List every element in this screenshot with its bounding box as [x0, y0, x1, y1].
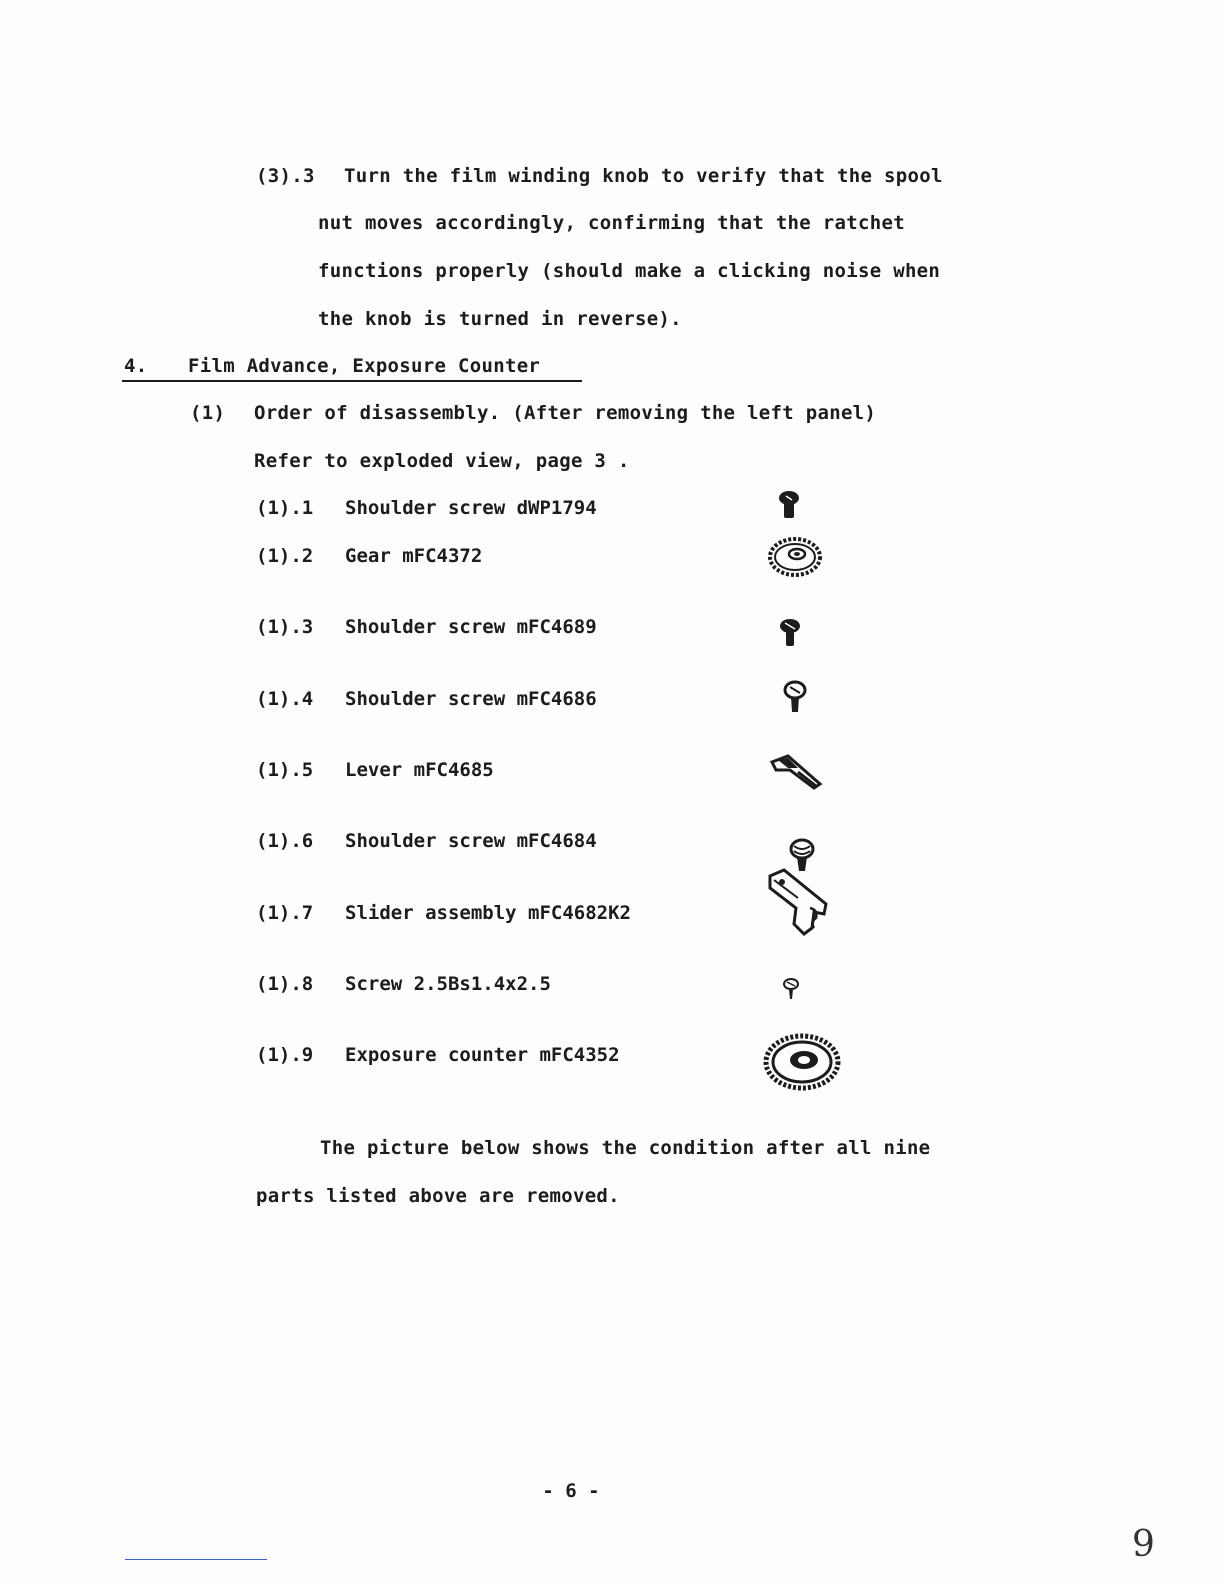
note-line-2: parts listed above are removed. [256, 1185, 620, 1207]
section-title: Film Advance, Exposure Counter [188, 355, 541, 377]
part-description: Screw 2.5Bs1.4x2.5 [345, 973, 551, 995]
step-text-line-4: the knob is turned in reverse). [318, 308, 682, 330]
part-number: (1).2 [256, 545, 314, 567]
part-description: Shoulder screw dWP1794 [345, 497, 597, 519]
part-number: (1).9 [256, 1044, 314, 1066]
part-description: Shoulder screw mFC4684 [345, 830, 597, 852]
part-number: (1).3 [256, 616, 314, 638]
subsection-line-2: Refer to exploded view, page 3 . [254, 450, 630, 472]
shoulder-screw-icon [778, 617, 802, 649]
part-number: (1).6 [256, 830, 314, 852]
step-number: (3).3 [256, 165, 315, 187]
section-number: 4. [124, 355, 148, 377]
part-description: Shoulder screw mFC4689 [345, 616, 597, 638]
subsection-number: (1) [190, 402, 226, 424]
part-number: (1).8 [256, 973, 314, 995]
page-number: - 6 - [542, 1480, 600, 1502]
part-number: (1).1 [256, 497, 314, 519]
step-text-line-1: Turn the film winding knob to verify that the spool [344, 165, 943, 187]
gear-icon [766, 533, 824, 581]
small-screw-icon [782, 977, 800, 1001]
step-text-line-2: nut moves accordingly, confirming that the ratchet [318, 212, 905, 234]
part-number: (1).7 [256, 902, 314, 924]
section-underline [122, 380, 582, 382]
part-description: Lever mFC4685 [345, 759, 494, 781]
shoulder-screw-icon [776, 490, 802, 520]
note-line-1: The picture below shows the condition after all nine [320, 1137, 931, 1159]
exposure-counter-icon [762, 1030, 842, 1094]
part-description: Slider assembly mFC4682K2 [345, 902, 631, 924]
part-description: Shoulder screw mFC4686 [345, 688, 597, 710]
part-description: Gear mFC4372 [345, 545, 483, 567]
handwritten-mark: 9 [1132, 1524, 1155, 1565]
part-number: (1).4 [256, 688, 314, 710]
subsection-line-1: Order of disassembly. (After removing the left panel) [254, 402, 877, 424]
lever-icon [768, 752, 824, 790]
shoulder-screw-icon [782, 680, 808, 716]
footer-rule [125, 1559, 267, 1560]
step-text-line-3: functions properly (should make a clicking noise when [318, 260, 941, 282]
part-description: Exposure counter mFC4352 [345, 1044, 620, 1066]
slider-assembly-icon [764, 868, 834, 938]
part-number: (1).5 [256, 759, 314, 781]
